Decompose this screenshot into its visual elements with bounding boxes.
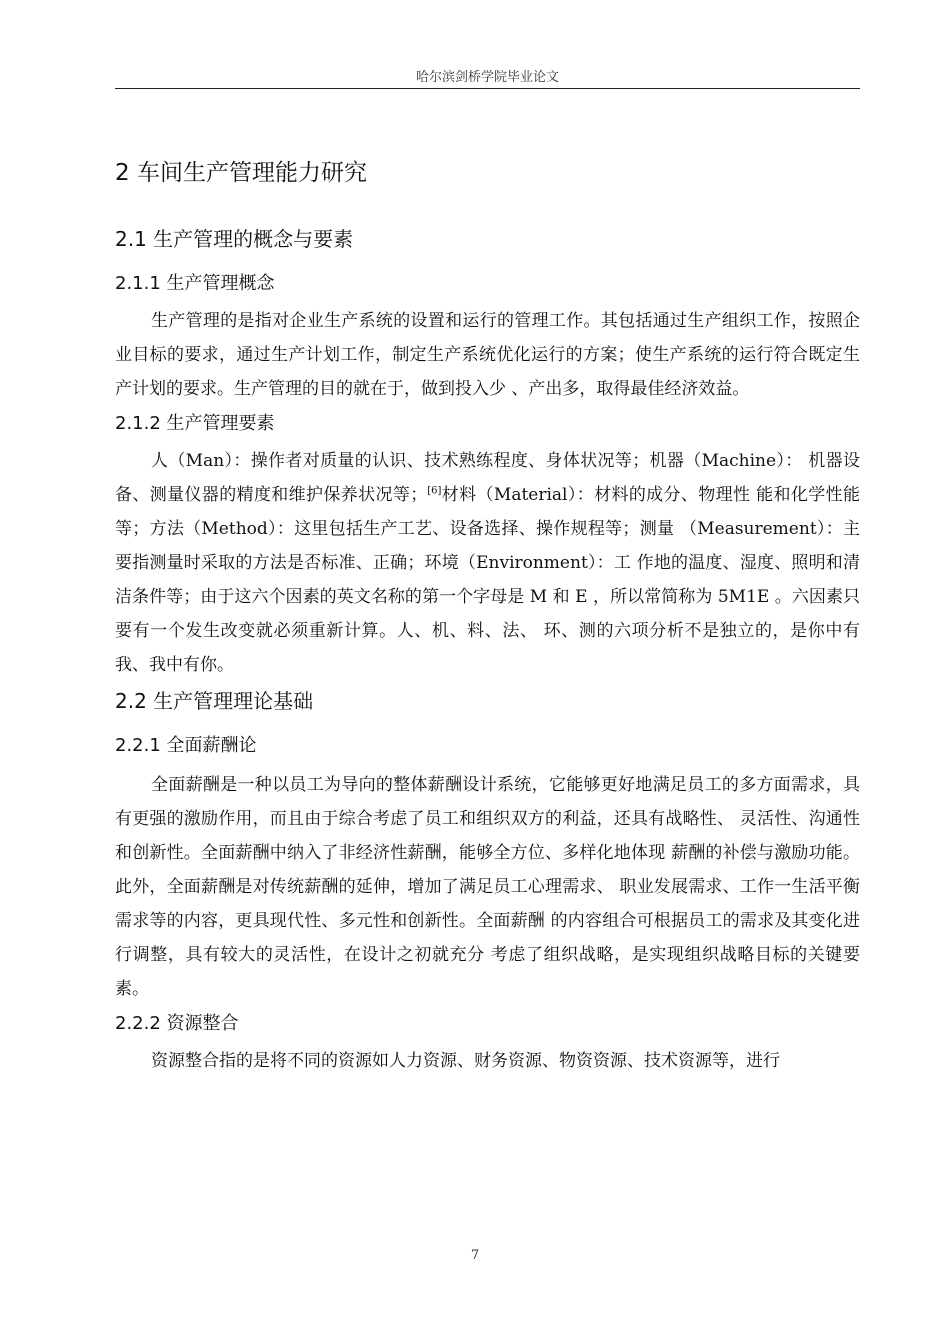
header-divider	[115, 88, 860, 89]
running-header: 哈尔滨剑桥学院毕业论文	[415, 70, 559, 85]
chapter-heading: 2 车间生产管理能力研究	[115, 160, 367, 186]
paragraph-2-1-2-part1: 人（Man）：操作者对质量的认识、技术熟练程度、身体状况等；机器（Machine）： 机器设备、测量仪器的精度和维护保养状况等；	[115, 451, 860, 505]
subsection-heading-2-2-1: 2.2.1 全面薪酬论	[115, 735, 257, 756]
paragraph-2-1-2	[115, 444, 860, 682]
citation-marker: [6]	[427, 485, 442, 497]
page-number: 7	[470, 1248, 480, 1263]
section-heading-2-2: 2.2 生产管理理论基础	[115, 689, 314, 713]
page-content	[115, 140, 860, 1078]
paragraph-2-2-1: 全面薪酬是一种以员工为导向的整体薪酬设计系统，它能够更好地满足员工的多方面需求，具有更强的激励作用，而且由于综合考虑了员工和组织双方的利益，还具有战略性、 灵活性、沟通性和创新性。全面薪酬中纳入了非经济性薪酬，能够全方位、多样化地体现 薪酬的补偿与激励功能。此外，全面薪酬是对传统薪酬的延伸，增加了满足员工心理需求、 职业发展需求、工作一生活平衡需求等的内容，更具现代性、多元性和创新性。全面薪酬 的内容组合可根据员工的需求及其变化进行调整，具有较大的灵活性，在设计之初就充分 考虑了组织战略，是实现组织战略目标的关键要素。	[115, 775, 860, 999]
subsection-heading-2-1-1: 2.1.1 生产管理概念	[115, 273, 275, 294]
subsection-heading-2-2-2: 2.2.2 资源整合	[115, 1013, 239, 1034]
paragraph-2-1-1: 生产管理的是指对企业生产系统的设置和运行的管理工作。其包括通过生产组织工作，按照企业目标的要求，通过生产计划工作，制定生产系统优化运行的方案；使生产系统的运行符合既定生产计划的要求。生产管理的目的就在于，做到投入少 、产出多，取得最佳经济效益。	[115, 311, 860, 399]
paragraph-2-1-2-part2: 材料（Material）：材料的成分、物理性 能和化学性能等；方法（Method）：这里包括生产工艺、设备选择、操作规程等；测量 （Measurement）：主要指测量时采取的方法是否标准、正确；环境（Environment）：工 作地的温度、湿度、照明和清洁条件等；由于这六个因素的英文名称的第一个字母是 M 和 E ，所以常简称为 5M1E 。六因素只要有一个发生改变就必须重新计算。人、机、料、法、 环、测的六项分析不是独立的，是你中有我、我中有你。	[115, 485, 861, 675]
subsection-heading-2-1-2: 2.1.2 生产管理要素	[115, 413, 275, 434]
section-heading-2-1: 2.1 生产管理的概念与要素	[115, 227, 354, 251]
paragraph-2-2-2: 资源整合指的是将不同的资源如人力资源、财务资源、物资资源、技术资源等，进行	[151, 1051, 780, 1071]
